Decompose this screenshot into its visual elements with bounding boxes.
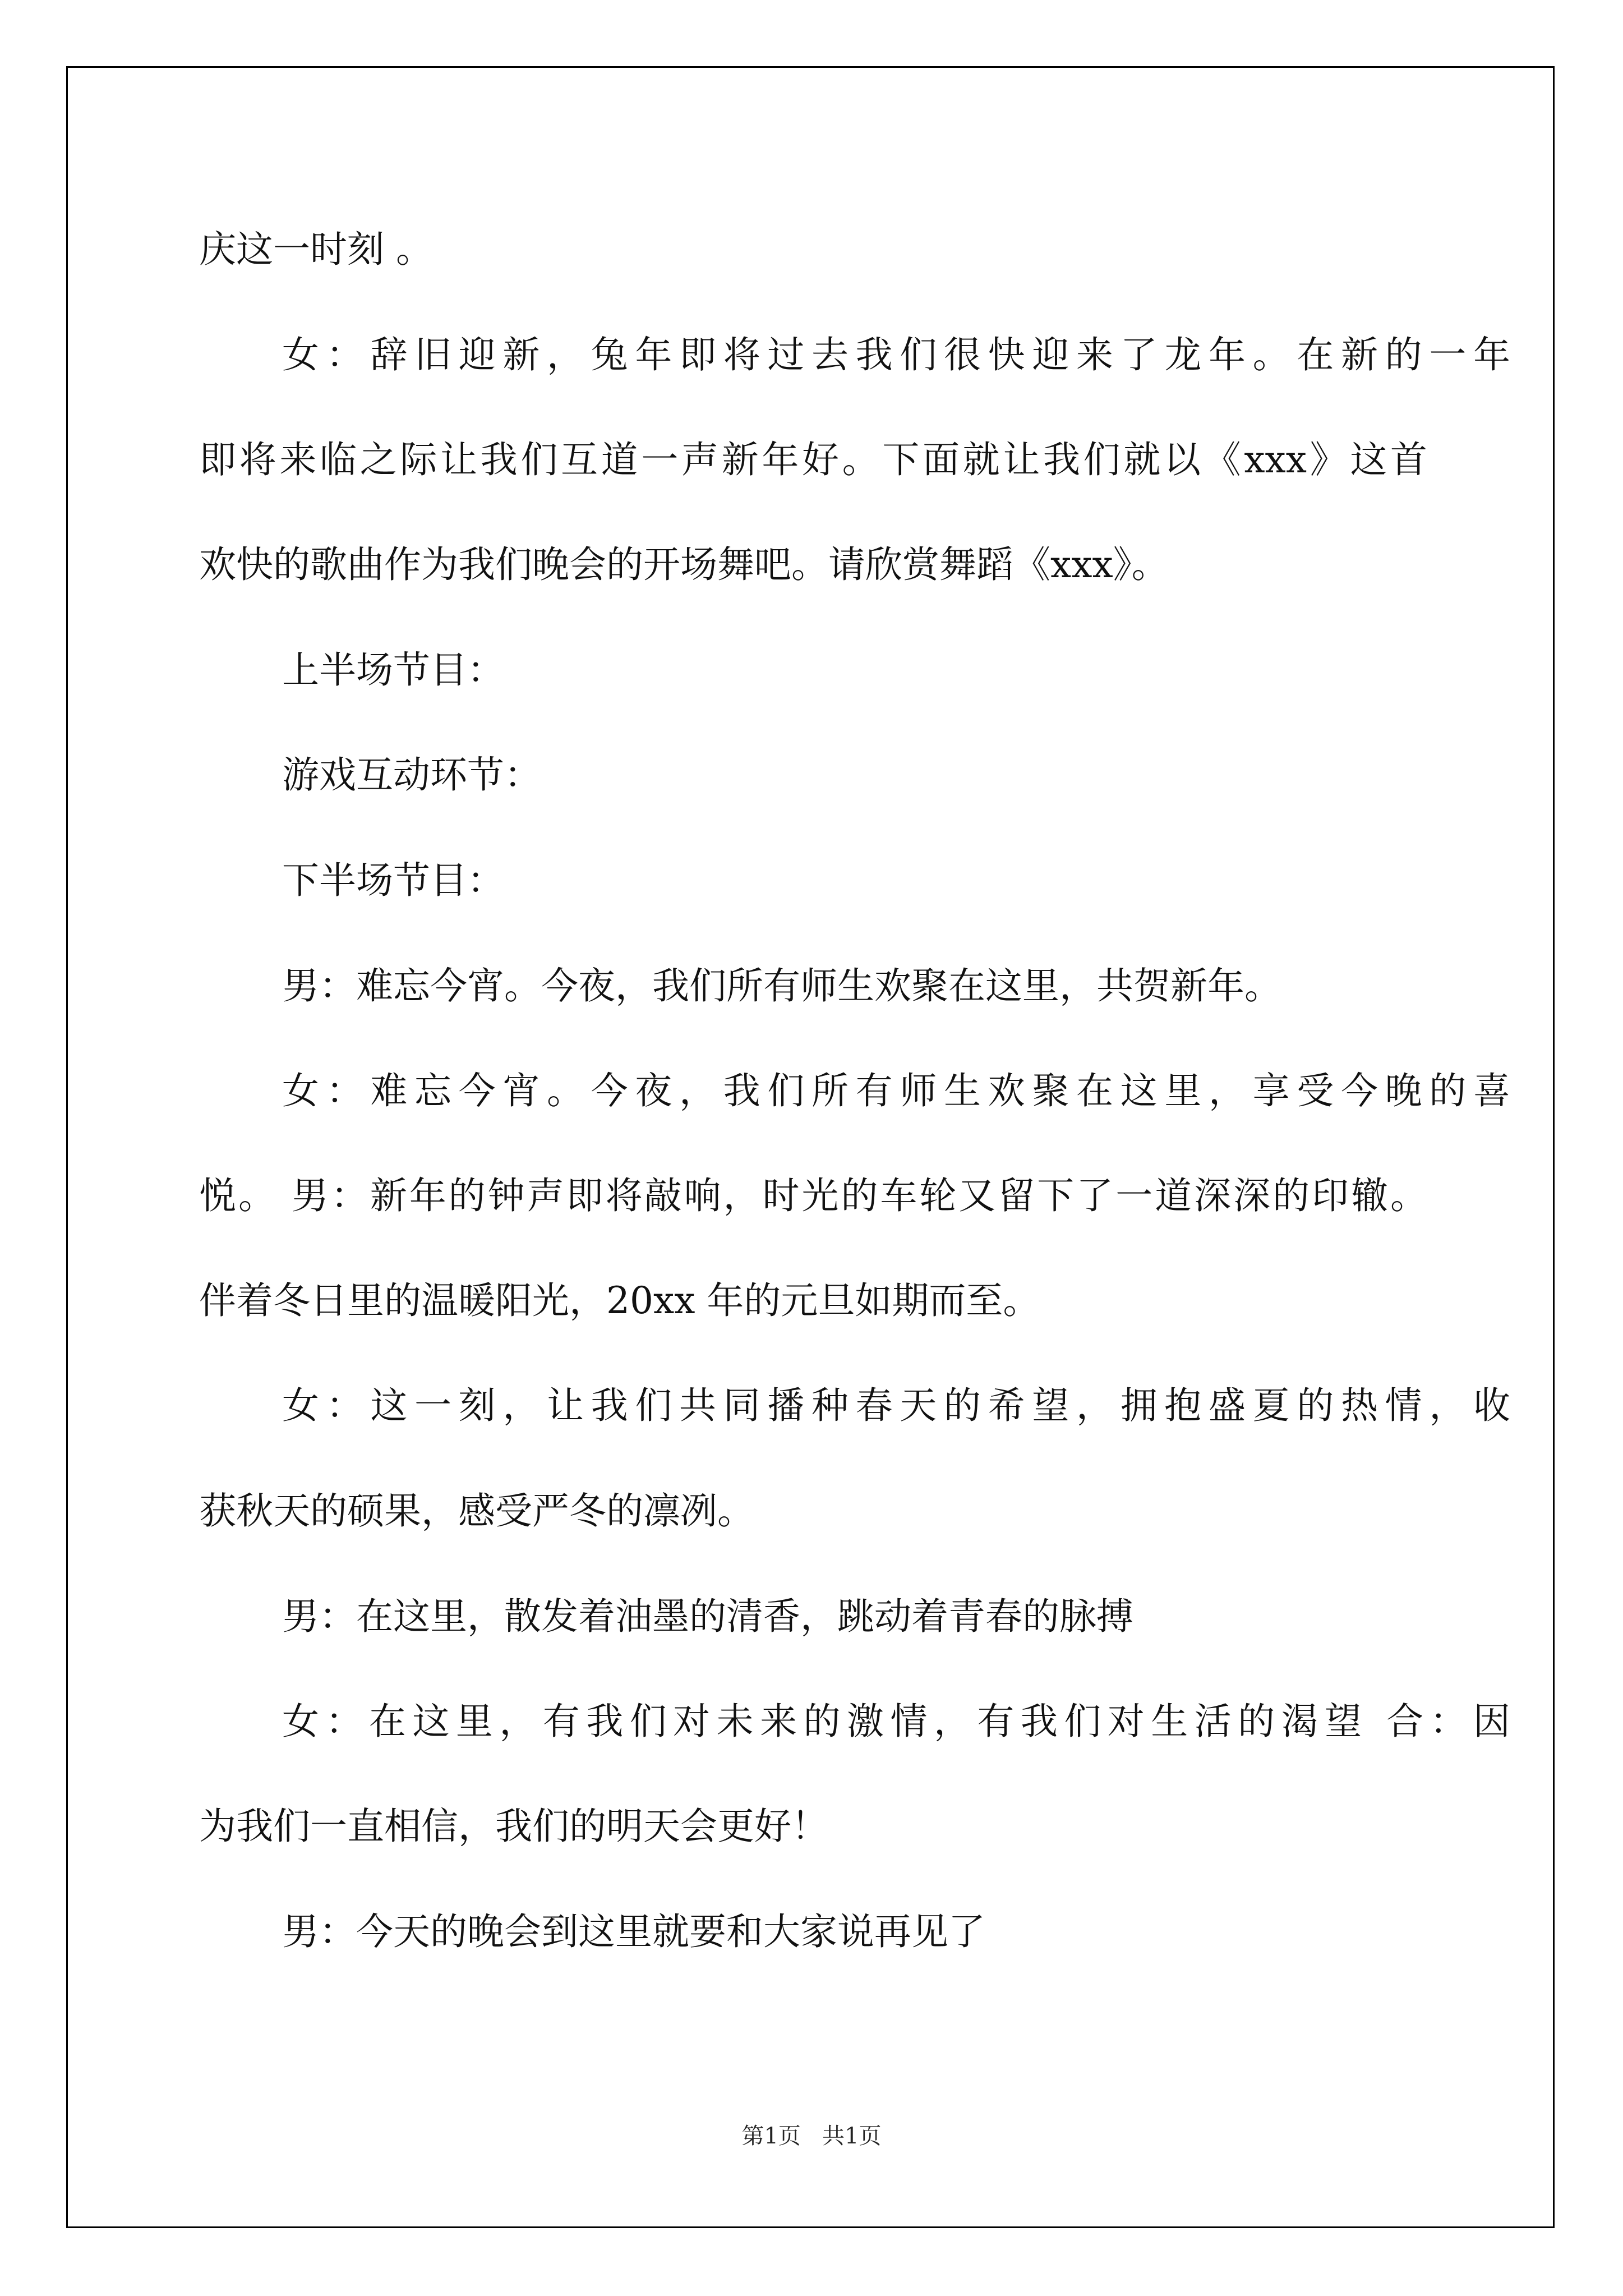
paragraph-line: 为我们一直相信，我们的明天会更好！	[199, 1805, 828, 1848]
paragraph-line: 下半场节目：	[282, 859, 504, 902]
paragraph-line: 男：难忘今宵。今夜，我们所有师生欢聚在这里，共贺新年。	[282, 964, 1281, 1007]
paragraph-line: 悦。 男：新年的钟声即将敲响，时光的车轮又留下了一道深深的印辙。	[199, 1174, 1427, 1217]
paragraph-line: 女：在这里，有我们对未来的激情，有我们对生活的渴望 合：因	[282, 1700, 1510, 1743]
paragraph-line: 即将来临之际让我们互道一声新年好。下面就让我们就以《xxx》这首	[199, 438, 1427, 481]
page-footer: 第1页 共1页	[741, 2123, 882, 2149]
page-border	[66, 66, 1555, 2228]
paragraph-line: 男：在这里，散发着油墨的清香，跳动着青春的脉搏	[282, 1595, 1133, 1638]
paragraph-line: 上半场节目：	[282, 648, 504, 692]
paragraph-line: 女：这一刻，让我们共同播种春天的希望，拥抱盛夏的热情，收	[282, 1384, 1510, 1427]
paragraph-line: 庆这一时刻 。	[199, 228, 433, 271]
paragraph-line: 男：今天的晚会到这里就要和大家说再见了	[282, 1910, 985, 1953]
paragraph-line: 获秋天的硕果，感受严冬的凛冽。	[199, 1489, 754, 1533]
paragraph-line: 女：辞旧迎新，兔年即将过去我们很快迎来了龙年。在新的一年	[282, 333, 1510, 376]
paragraph-line: 欢快的歌曲作为我们晚会的开场舞吧。请欣赏舞蹈《xxx》。	[199, 543, 1169, 586]
paragraph-line: 游戏互动环节：	[282, 753, 541, 797]
paragraph-line: 伴着冬日里的温暖阳光，20xx 年的元旦如期而至。	[199, 1279, 1040, 1322]
paragraph-line: 女：难忘今宵。今夜，我们所有师生欢聚在这里，享受今晚的喜	[282, 1069, 1510, 1112]
